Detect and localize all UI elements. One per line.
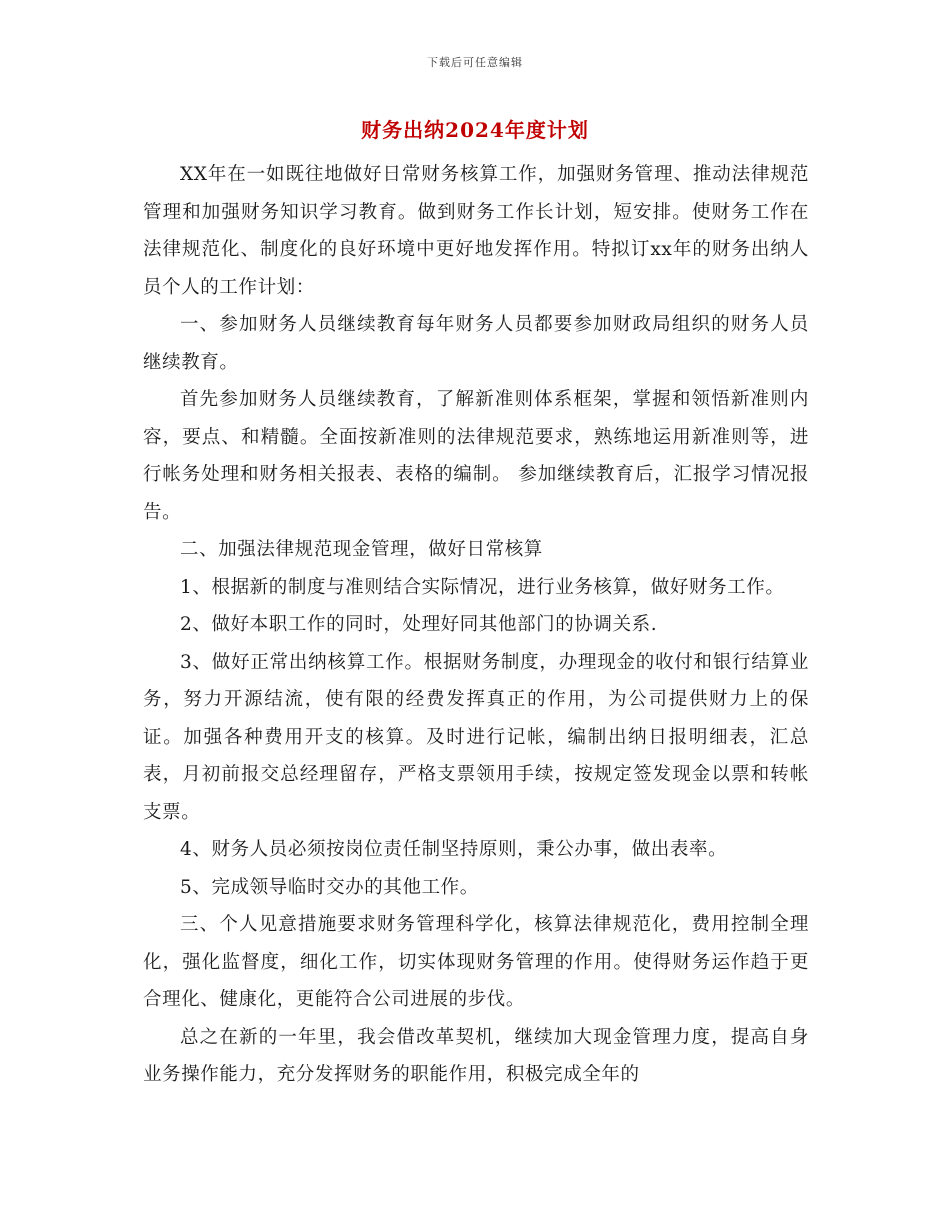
paragraph-section-1-detail: 首先参加财务人员继续教育，了解新准则体系框架，掌握和领悟新准则内容，要点、和精髓。全面按新准则的法律规范要求，熟练地运用新准则等，进行帐务处理和财务相关报表、表格的编制。 参加继续教育后，汇报学习情况报告。	[143, 389, 809, 523]
paragraph-section-3: 三、个人见意措施要求财务管理科学化，核算法律规范化，费用控制全理化，强化监督度，细化工作，切实体现财务管理的作用。使得财务运作趋于更合理化、健康化，更能符合公司进展的步伐。	[143, 914, 809, 1010]
document-title: 财务出纳2024年度计划	[361, 118, 589, 142]
paragraph-intro: XX年在一如既往地做好日常财务核算工作，加强财务管理、推动法律规范管理和加强财务知识学习教育。做到财务工作长计划，短安排。使财务工作在法律规范化、制度化的良好环境中更好地发挥作用。特拟订xx年的财务出纳人员个人的工作计划：	[143, 164, 809, 298]
paragraph-section-1: 一、参加财务人员继续教育每年财务人员都要参加财政局组织的财务人员继续教育。	[143, 314, 809, 373]
header-note: 下载后可任意编辑	[427, 56, 523, 69]
document-body	[143, 156, 809, 1094]
paragraph-item-1: 1、根据新的制度与准则结合实际情况，进行业务核算，做好财务工作。	[180, 576, 785, 598]
paragraph-conclusion: 总之在新的一年里，我会借改革契机，继续加大现金管理力度，提高自身业务操作能力，充分发挥财务的职能作用，积极完成全年的	[143, 1026, 809, 1085]
paragraph-item-2: 2、做好本职工作的同时，处理好同其他部门的协调关系.	[180, 614, 658, 635]
paragraph-item-5: 5、完成领导临时交办的其他工作。	[180, 876, 479, 898]
paragraph-item-3: 3、做好正常出纳核算工作。根据财务制度，办理现金的收付和银行结算业务，努力开源结流，使有限的经费发挥真正的作用，为公司提供财力上的保证。加强各种费用开支的核算。及时进行记帐，编制出纳日报明细表，汇总表，月初前报交总经理留存，严格支票领用手续，按规定签发现金以票和转帐支票。	[143, 651, 809, 823]
paragraph-section-2: 二、加强法律规范现金管理，做好日常核算	[180, 539, 543, 560]
paragraph-item-4: 4、财务人员必须按岗位责任制坚持原则，秉公办事，做出表率。	[180, 839, 728, 860]
